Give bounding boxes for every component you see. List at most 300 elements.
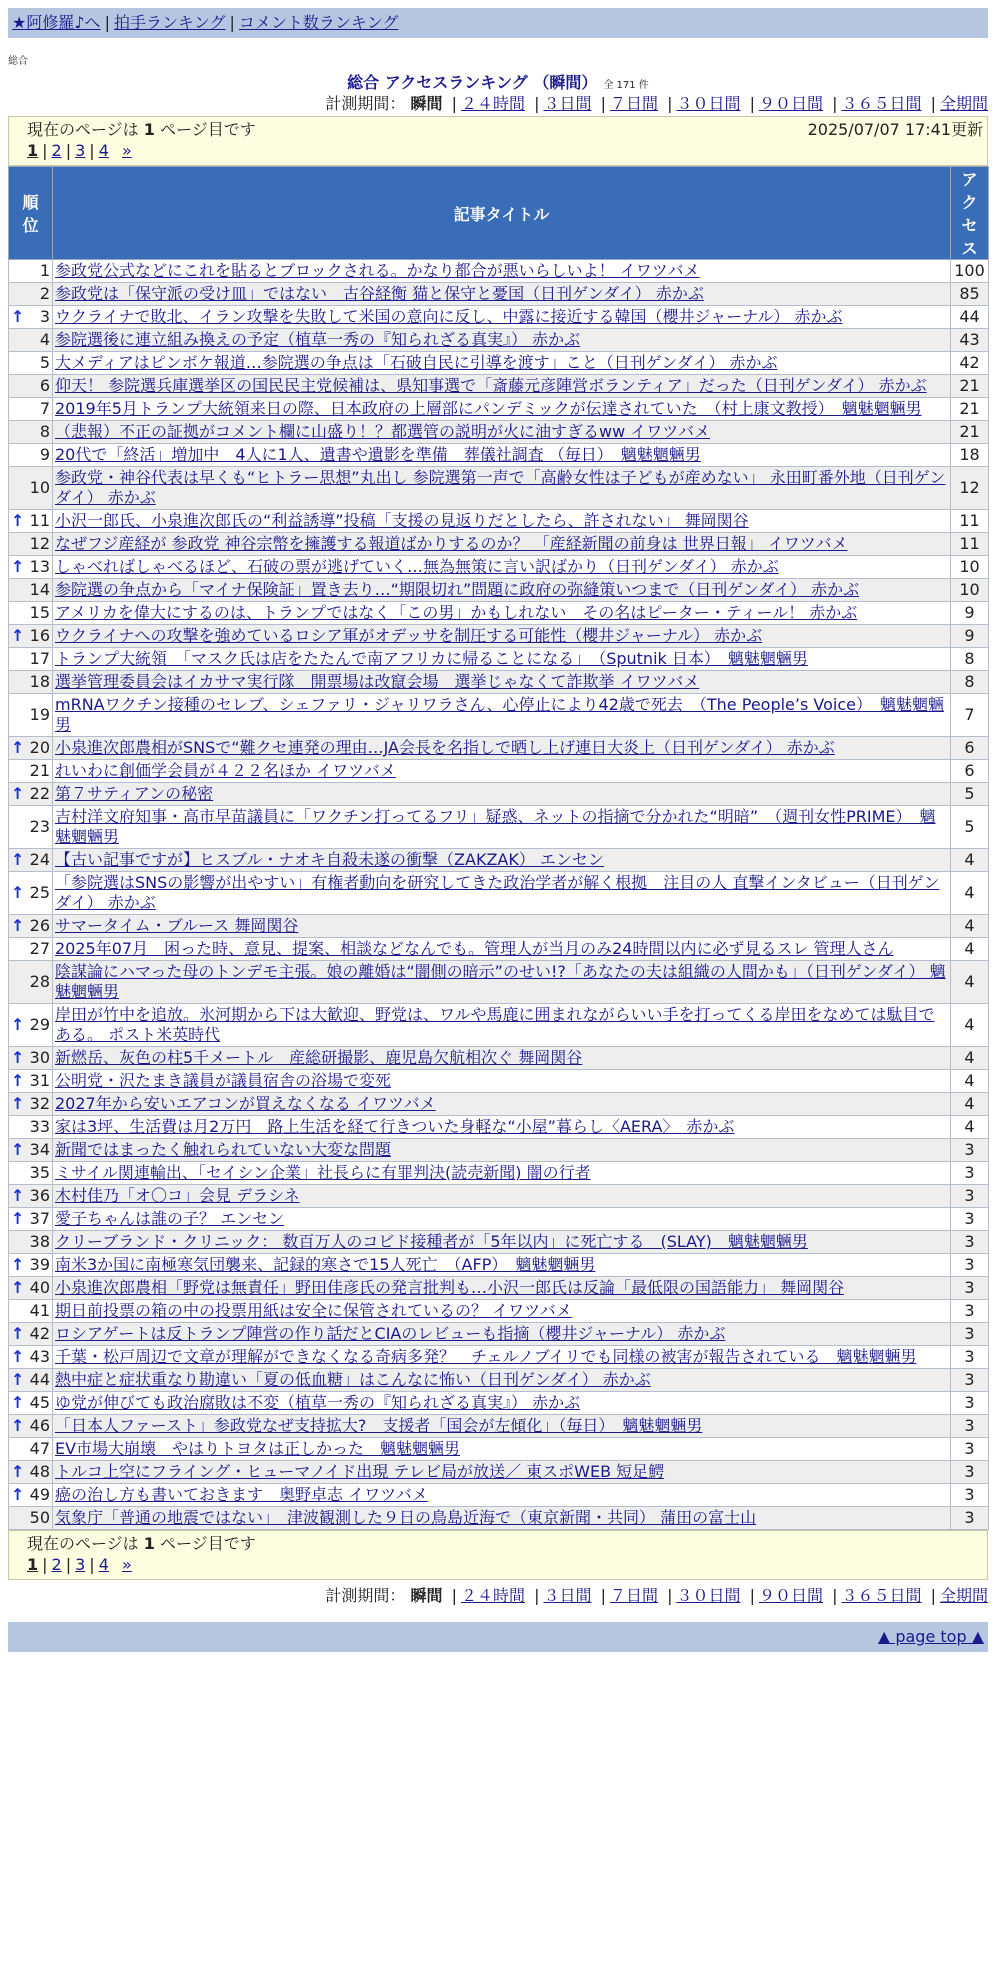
period-link-365d[interactable]: ３６５日間: [841, 1586, 922, 1605]
rank-number: 27: [29, 939, 50, 958]
page-next-link[interactable]: »: [121, 141, 132, 160]
table-row: [9, 556, 989, 579]
rank-number: 46: [29, 1416, 50, 1435]
title-cell: [53, 1093, 951, 1116]
article-title-link[interactable]: ロシアゲートは反トランプ陣営の作り話だとCIAのレビューも指摘（櫻井ジャーナル） 赤かぶ: [55, 1324, 726, 1343]
period-link-24h[interactable]: ２４時間: [460, 1586, 525, 1605]
article-title-link[interactable]: 選挙管理委員会はイカサマ実行隊 開票場は改竄会場 選挙じゃなくて詐欺挙 イワツバメ: [55, 672, 700, 691]
title-cell: [53, 579, 951, 602]
article-title-link[interactable]: 小沢一郎氏、小泉進次郎氏の“利益誘導”投稿「支援の見返りだとしたら、許されない」 舞岡関谷: [55, 511, 749, 530]
rank-cell: [9, 872, 53, 915]
title-cell: [53, 1162, 951, 1185]
article-title-link[interactable]: 愛子ちゃんは誰の子？ エンセン: [55, 1209, 285, 1228]
title-cell: [53, 329, 951, 352]
page-title-text: 総合 アクセスランキング （瞬間）: [347, 73, 598, 92]
access-count: 3: [951, 1369, 989, 1392]
rank-up-arrow-icon: ↑: [11, 1209, 25, 1228]
title-cell: [53, 1231, 951, 1254]
access-count: 21: [951, 375, 989, 398]
rank-up-arrow-icon: ↑: [11, 307, 25, 326]
table-row: [9, 1139, 989, 1162]
rank-number: 48: [29, 1462, 50, 1481]
rank-cell: [9, 938, 53, 961]
rank-up-arrow-icon: ↑: [11, 511, 25, 530]
rank-number: 21: [29, 761, 50, 780]
article-title-link[interactable]: 20代で「終活」増加中 4人に1人、遺書や遺影を準備 葬儀社調査 （毎日） 魑魅魍魎男: [55, 445, 701, 464]
access-count: 21: [951, 398, 989, 421]
ranking-table: [8, 166, 989, 1530]
rank-up-arrow-icon: ↑: [11, 1462, 25, 1481]
article-title-link[interactable]: トルコ上空にフライング・ヒューマノイド出現 テレビ局が放送／ 東スポWEB 短足鰐: [55, 1462, 665, 1481]
table-row: [9, 1277, 989, 1300]
col-header-access: アクセス: [951, 167, 989, 260]
table-row: [9, 1323, 989, 1346]
article-title-link[interactable]: 公明党・沢たまき議員が議員宿舎の浴場で変死: [55, 1071, 392, 1090]
rank-number: 1: [39, 261, 50, 280]
period-link-all[interactable]: 全期間: [939, 94, 988, 113]
page-1-current: 1: [27, 141, 39, 160]
access-count: 10: [951, 579, 989, 602]
page-links: 1 | 2 | 3 | 4 »: [27, 141, 132, 160]
rank-number: 23: [29, 817, 50, 836]
rank-number: 34: [29, 1140, 50, 1159]
rank-number: 14: [29, 580, 50, 599]
rank-number: 25: [29, 883, 50, 902]
article-title-link[interactable]: 2027年から安いエアコンが買えなくなる イワツバメ: [55, 1094, 436, 1113]
table-row: [9, 1162, 989, 1185]
rank-number: 11: [29, 511, 50, 530]
separator: |: [229, 13, 235, 32]
title-cell: [53, 260, 951, 283]
page-1-current: 1: [27, 1555, 39, 1574]
period-link-3d[interactable]: ３日間: [543, 1586, 592, 1605]
title-cell: [53, 806, 951, 849]
rank-up-arrow-icon: ↑: [11, 1140, 25, 1159]
table-row: [9, 510, 989, 533]
article-title-link[interactable]: しゃべればしゃべるほど、石破の票が逃げていく…無為無策に言い訳ばかり（日刊ゲンダイ） 赤かぶ: [55, 557, 779, 576]
article-title-link[interactable]: れいわに創価学会員が４２２名ほか イワツバメ: [55, 761, 396, 780]
rank-cell: [9, 1047, 53, 1070]
rank-cell: [9, 806, 53, 849]
article-title-link[interactable]: ウクライナへの攻撃を強めているロシア軍がオデッサを制圧する可能性（櫻井ジャーナル） 赤かぶ: [55, 626, 763, 645]
access-count: 3: [951, 1484, 989, 1507]
rank-number: 40: [29, 1278, 50, 1297]
table-row: [9, 915, 989, 938]
table-row: [9, 602, 989, 625]
period-link-90d[interactable]: ９０日間: [758, 94, 823, 113]
article-title-link[interactable]: 大メディアはピンボケ報道…参院選の争点は「石破自民に引導を渡す」こと（日刊ゲンダイ） 赤かぶ: [55, 353, 778, 372]
page-link-3[interactable]: 3: [75, 1555, 86, 1574]
table-row: [9, 872, 989, 915]
access-count: 8: [951, 671, 989, 694]
title-cell: [53, 1185, 951, 1208]
rank-cell: [9, 625, 53, 648]
article-title-link[interactable]: 参院選後に連立組み換えの予定（植草一秀の『知られざる真実』） 赤かぶ: [55, 330, 581, 349]
pager-top: [8, 116, 988, 166]
table-row: [9, 1254, 989, 1277]
rank-cell: [9, 1415, 53, 1438]
table-row: [9, 1438, 989, 1461]
period-link-3d[interactable]: ３日間: [543, 94, 592, 113]
rank-cell: [9, 737, 53, 760]
table-row: [9, 533, 989, 556]
access-count: 4: [951, 1093, 989, 1116]
article-title-link[interactable]: ゆ党が伸びても政治腐敗は不変（植草一秀の『知られざる真実』） 赤かぶ: [55, 1393, 581, 1412]
rank-number: 44: [29, 1370, 50, 1389]
rank-number: 18: [29, 672, 50, 691]
rank-number: 20: [29, 738, 50, 757]
rank-up-arrow-icon: ↑: [11, 850, 25, 869]
access-count: 42: [951, 352, 989, 375]
period-link-365d[interactable]: ３６５日間: [841, 94, 922, 113]
access-count: 6: [951, 760, 989, 783]
table-row: [9, 1461, 989, 1484]
title-cell: [53, 283, 951, 306]
rank-cell: [9, 1346, 53, 1369]
title-cell: [53, 1254, 951, 1277]
page-next-link[interactable]: »: [121, 1555, 132, 1574]
pager-bottom: [8, 1530, 988, 1580]
article-title-link[interactable]: 「参院選はSNSの影響が出やすい」有権者動向を研究してきた政治学者が解く根拠 注目の人 直撃インタビュー（日刊ゲンダイ） 赤かぶ: [55, 873, 940, 912]
item-count: 全 171 件: [603, 80, 649, 91]
access-count: 11: [951, 510, 989, 533]
rank-number: 16: [29, 626, 50, 645]
article-title-link[interactable]: EV市場大崩壊 やはりトヨタは正しかった 魑魅魍魎男: [55, 1439, 461, 1458]
rank-cell: [9, 694, 53, 737]
rank-number: 8: [39, 422, 50, 441]
access-count: 4: [951, 915, 989, 938]
separator: |: [104, 13, 110, 32]
article-title-link[interactable]: 小泉進次郎農相「野党は無責任」野田佳彦氏の発言批判も…小沢一郎氏は反論「最低限の国語能力」 舞岡関谷: [55, 1278, 845, 1297]
rank-up-arrow-icon: ↑: [11, 1393, 25, 1412]
col-header-title: 記事タイトル: [53, 167, 951, 260]
rank-up-arrow-icon: ↑: [11, 1324, 25, 1343]
title-cell: [53, 1323, 951, 1346]
rank-number: 47: [29, 1439, 50, 1458]
table-row: [9, 375, 989, 398]
table-row: [9, 352, 989, 375]
article-title-link[interactable]: なぜフジ産経が 参政党 神谷宗幣を擁護する報道ばかりするのか？ 「産経新聞の前身は 世界日報」 イワツバメ: [55, 534, 848, 553]
page-info-number: 1: [143, 120, 155, 139]
table-row: [9, 260, 989, 283]
access-count: 3: [951, 1438, 989, 1461]
article-title-link[interactable]: 木村佳乃「オ〇コ」会見 デラシネ: [55, 1186, 300, 1205]
rank-cell: [9, 915, 53, 938]
table-row: [9, 625, 989, 648]
article-title-link[interactable]: 岸田が竹中を追放。氷河期から下は大歓迎、野党は、ワルや馬鹿に囲まれながらいい手を打ってくる岸田をなめては駄目である。 ポスト米英時代: [55, 1005, 935, 1044]
article-title-link[interactable]: 参政党・神谷代表は早くも“ヒトラー思想”丸出し 参院選第一声で「高齢女性は子どもが産めない」 永田町番外地（日刊ゲンダイ） 赤かぶ: [55, 468, 946, 507]
rank-cell: [9, 1369, 53, 1392]
table-row: [9, 1369, 989, 1392]
page-info-prefix: 現在のページは: [27, 1534, 144, 1553]
period-current: 瞬間: [410, 1586, 443, 1605]
clap-ranking-link[interactable]: 拍手ランキング: [113, 13, 226, 32]
rank-number: 6: [39, 376, 50, 395]
access-count: 4: [951, 1116, 989, 1139]
access-count: 9: [951, 625, 989, 648]
access-count: 4: [951, 1004, 989, 1047]
article-title-link[interactable]: 参院選の争点から「マイナ保険証」置き去り…“期限切れ”問題に政府の弥縫策いつまで（日刊ゲンダイ） 赤かぶ: [55, 580, 860, 599]
access-count: 21: [951, 421, 989, 444]
article-title-link[interactable]: アメリカを偉大にするのは、トランプではなく「この男」かもしれない その名はピーター・ティール！ 赤かぶ: [55, 603, 858, 622]
rank-up-arrow-icon: ↑: [11, 916, 25, 935]
article-title-link[interactable]: 「日本人ファースト」参政党なぜ支持拡大? 支援者「国会が左傾化」（毎日） 魑魅魍魎男: [55, 1416, 703, 1435]
table-row: [9, 694, 989, 737]
rank-number: 4: [39, 330, 50, 349]
title-cell: [53, 533, 951, 556]
title-cell: [53, 872, 951, 915]
page-link-4[interactable]: 4: [98, 1555, 109, 1574]
rank-up-arrow-icon: ↑: [11, 1416, 25, 1435]
article-title-link[interactable]: トランプ大統領 「マスク氏は店をたたんで南アフリカに帰ることになる」 （Sputnik 日本） 魑魅魍魎男: [55, 649, 808, 668]
title-cell: [53, 1208, 951, 1231]
access-count: 6: [951, 737, 989, 760]
article-title-link[interactable]: 小泉進次郎農相がSNSで“難クセ連発の理由…JA会長を名指しで晒し上げ連日大炎上（日刊ゲンダイ） 赤かぶ: [55, 738, 835, 757]
article-title-link[interactable]: 第７サティアンの秘密: [55, 784, 214, 803]
table-row: [9, 1346, 989, 1369]
page-info-suffix: ページ目です: [154, 1534, 256, 1553]
article-title-link[interactable]: 南米3か国に南極寒気団襲来、記録的寒さで15人死亡 （AFP） 魑魅魍魎男: [55, 1255, 596, 1274]
article-title-link[interactable]: mRNAワクチン接種のセレブ、シェファリ・ジャリワラさん、心停止により42歳で死去 （The People’s Voice） 魑魅魍魎男: [55, 695, 944, 734]
article-title-link[interactable]: サマータイム・ブルース 舞岡関谷: [55, 916, 299, 935]
ranking-rows: [9, 260, 989, 1530]
title-cell: [53, 915, 951, 938]
table-row: [9, 938, 989, 961]
article-title-link[interactable]: 陰謀論にハマった母のトンデモ主張。娘の離婚は“闇側の暗示”のせい!?「あなたの夫は組織の人間かも」（日刊ゲンダイ） 魑魅魍魎男: [55, 962, 946, 1001]
article-title-link[interactable]: （悲報）不正の証拠がコメント欄に山盛り！？都選管の説明が火に油すぎるww イワツバメ: [55, 422, 710, 441]
table-row: [9, 648, 989, 671]
rank-number: 9: [39, 445, 50, 464]
rank-cell: [9, 1300, 53, 1323]
rank-cell: [9, 421, 53, 444]
rank-cell: [9, 1461, 53, 1484]
access-count: 43: [951, 329, 989, 352]
rank-cell: [9, 602, 53, 625]
title-cell: [53, 1461, 951, 1484]
article-title-link[interactable]: 気象庁「普通の地震ではない」 津波観測した９日の鳥島近海で（東京新聞・共同） 蒲田の富士山: [55, 1508, 757, 1527]
table-row: [9, 1093, 989, 1116]
period-selector-bottom: 計測期間： 瞬間 | ２４時間 | ３日間 | ７日間 | ３０日間 | ９０日間 | ３６５日間 | 全期間: [325, 1586, 988, 1605]
period-link-all[interactable]: 全期間: [939, 1586, 988, 1605]
article-title-link[interactable]: 2019年5月トランプ大統領来日の際、日本政府の上層部にパンデミックが伝達されていた （村上康文教授） 魑魅魍魎男: [55, 399, 922, 418]
rank-cell: [9, 398, 53, 421]
rank-number: 32: [29, 1094, 50, 1113]
table-row: [9, 421, 989, 444]
access-count: 85: [951, 283, 989, 306]
title-cell: [53, 737, 951, 760]
title-cell: [53, 760, 951, 783]
access-count: 7: [951, 694, 989, 737]
access-count: 8: [951, 648, 989, 671]
title-cell: [53, 421, 951, 444]
title-cell: [53, 1277, 951, 1300]
rank-up-arrow-icon: ↑: [11, 1485, 25, 1504]
rank-number: 19: [29, 705, 50, 724]
table-row: [9, 579, 989, 602]
table-row: [9, 1208, 989, 1231]
period-link-30d[interactable]: ３０日間: [676, 1586, 741, 1605]
rank-up-arrow-icon: ↑: [11, 1278, 25, 1297]
title-cell: [53, 1070, 951, 1093]
article-title-link[interactable]: 家は3坪、生活費は月2万円 路上生活を経て行きついた身軽な“小屋”暮らし〈AERA〉 赤かぶ: [55, 1117, 735, 1136]
table-row: [9, 306, 989, 329]
title-cell: [53, 556, 951, 579]
access-count: 3: [951, 1231, 989, 1254]
access-count: 3: [951, 1254, 989, 1277]
article-title-link[interactable]: 新燃岳、灰色の柱5千メートル 産総研撮影、鹿児島欠航相次ぐ 舞岡関谷: [55, 1048, 583, 1067]
access-count: 3: [951, 1277, 989, 1300]
article-title-link[interactable]: ミサイル関連輸出、「セイシン企業」社長らに有罪判決(読売新聞) 闇の行者: [55, 1163, 591, 1182]
rank-cell: [9, 1139, 53, 1162]
rank-cell: [9, 556, 53, 579]
page-link-2[interactable]: 2: [51, 1555, 62, 1574]
rank-number: 33: [29, 1117, 50, 1136]
title-cell: [53, 306, 951, 329]
page-title: [8, 70, 988, 92]
access-count: 9: [951, 602, 989, 625]
table-row: [9, 398, 989, 421]
table-row: [9, 1392, 989, 1415]
rank-cell: [9, 579, 53, 602]
access-count: 3: [951, 1346, 989, 1369]
access-count: 4: [951, 961, 989, 1004]
access-count: 12: [951, 467, 989, 510]
article-title-link[interactable]: 参政党は「保守派の受け皿」ではない 古谷経衡 猫と保守と憂国（日刊ゲンダイ） 赤かぶ: [55, 284, 704, 303]
rank-up-arrow-icon: ↑: [11, 1186, 25, 1205]
rank-cell: [9, 1208, 53, 1231]
rank-number: 49: [29, 1485, 50, 1504]
title-cell: [53, 1415, 951, 1438]
article-title-link[interactable]: 2025年07月 困った時、意見、提案、相談などなんでも。管理人が当月のみ24時間以内に必ず見るスレ 管理人さん: [55, 939, 894, 958]
rank-cell: [9, 1231, 53, 1254]
current-page-info-bottom: [27, 1533, 983, 1555]
table-row: [9, 961, 989, 1004]
period-current: 瞬間: [410, 94, 443, 113]
rank-up-arrow-icon: ↑: [11, 1347, 25, 1366]
rank-up-arrow-icon: ↑: [11, 1071, 25, 1090]
rank-cell: [9, 375, 53, 398]
rank-cell: [9, 1070, 53, 1093]
period-link-7d[interactable]: ７日間: [609, 94, 658, 113]
article-title-link[interactable]: 期日前投票の箱の中の投票用紙は安全に保管されているの？ イワツバメ: [55, 1301, 572, 1320]
access-count: 44: [951, 306, 989, 329]
rank-number: 24: [29, 850, 50, 869]
article-title-link[interactable]: 参政党公式などにこれを貼るとブロックされる。かなり都合が悪いらしいよ！ イワツバメ: [55, 261, 700, 280]
rank-number: 10: [29, 478, 50, 497]
access-count: 18: [951, 444, 989, 467]
title-cell: [53, 398, 951, 421]
rank-cell: [9, 510, 53, 533]
footer-bar: [8, 1622, 988, 1652]
title-cell: [53, 1139, 951, 1162]
article-title-link[interactable]: ウクライナで敗北、イラン攻撃を失敗して米国の意向に反し、中露に接近する韓国（櫻井ジャーナル） 赤かぶ: [55, 307, 843, 326]
rank-number: 5: [39, 353, 50, 372]
rank-up-arrow-icon: ↑: [11, 1048, 25, 1067]
article-title-link[interactable]: 仰天！ 参院選兵庫選挙区の国民民主党候補は、県知事選で「斎藤元彦陣営ボランティア」だった（日刊ゲンダイ） 赤かぶ: [55, 376, 927, 395]
rank-up-arrow-icon: ↑: [11, 1255, 25, 1274]
rank-cell: [9, 1438, 53, 1461]
period-label: 計測期間：: [325, 1586, 406, 1605]
table-row: [9, 329, 989, 352]
article-title-link[interactable]: 吉村洋文府知事・高市早苗議員に「ワクチン打ってるフリ」疑惑、ネットの指摘で分かれた“明暗” （週刊女性PRIME） 魑魅魍魎男: [55, 807, 936, 846]
rank-cell: [9, 444, 53, 467]
title-cell: [53, 1004, 951, 1047]
access-count: 11: [951, 533, 989, 556]
rank-cell: [9, 533, 53, 556]
article-title-link[interactable]: 熱中症と症状重なり勘違い「夏の低血糖」はこんなに怖い（日刊ゲンダイ） 赤かぶ: [55, 1370, 651, 1389]
page-link-3[interactable]: 3: [75, 141, 86, 160]
access-count: 3: [951, 1415, 989, 1438]
rank-cell: [9, 849, 53, 872]
table-row: [9, 1484, 989, 1507]
title-cell: [53, 694, 951, 737]
rank-up-arrow-icon: ↑: [11, 883, 25, 902]
period-link-30d[interactable]: ３０日間: [676, 94, 741, 113]
table-row: [9, 783, 989, 806]
table-row: [9, 1231, 989, 1254]
rank-number: 12: [29, 534, 50, 553]
rank-number: 3: [39, 307, 50, 326]
article-title-link[interactable]: 新聞ではまったく触れられていない大変な問題: [55, 1140, 392, 1159]
table-row: [9, 737, 989, 760]
title-cell: [53, 671, 951, 694]
rank-up-arrow-icon: ↑: [11, 557, 25, 576]
rank-number: 2: [39, 284, 50, 303]
title-cell: [53, 783, 951, 806]
title-cell: [53, 961, 951, 1004]
rank-number: 38: [29, 1232, 50, 1251]
rank-cell: [9, 648, 53, 671]
rank-up-arrow-icon: ↑: [11, 1370, 25, 1389]
home-link[interactable]: ★阿修羅♪へ: [12, 13, 101, 32]
title-cell: [53, 1047, 951, 1070]
access-count: 3: [951, 1139, 989, 1162]
rank-up-arrow-icon: ↑: [11, 784, 25, 803]
table-row: [9, 671, 989, 694]
title-cell: [53, 1300, 951, 1323]
rank-cell: [9, 1004, 53, 1047]
updated-time: 2025/07/07 17:41更新: [807, 120, 983, 139]
article-title-link[interactable]: 【古い記事ですが】ヒスブル・ナオキ自殺未遂の衝撃（ZAKZAK） エンセン: [55, 850, 604, 869]
page-link-4[interactable]: 4: [98, 141, 109, 160]
page-top-link[interactable]: ▲ page top ▲: [877, 1627, 984, 1646]
access-count: 3: [951, 1392, 989, 1415]
title-cell: [53, 1392, 951, 1415]
period-link-90d[interactable]: ９０日間: [758, 1586, 823, 1605]
period-link-7d[interactable]: ７日間: [609, 1586, 658, 1605]
rank-number: 13: [29, 557, 50, 576]
rank-number: 31: [29, 1071, 50, 1090]
period-link-24h[interactable]: ２４時間: [460, 94, 525, 113]
rank-number: 17: [29, 649, 50, 668]
rank-number: 28: [29, 972, 50, 991]
table-row: [9, 1116, 989, 1139]
access-count: 3: [951, 1507, 989, 1530]
access-count: 3: [951, 1185, 989, 1208]
article-title-link[interactable]: 癌の治し方も書いておきます 奥野卓志 イワツバメ: [55, 1485, 428, 1504]
title-cell: [53, 375, 951, 398]
access-count: 4: [951, 872, 989, 915]
article-title-link[interactable]: クリーブランド・クリニック： 数百万人のコビド接種者が「5年以内」に死亡する (SLAY) 魑魅魍魎男: [55, 1232, 808, 1251]
rank-cell: [9, 352, 53, 375]
rank-cell: [9, 961, 53, 1004]
page-link-2[interactable]: 2: [51, 141, 62, 160]
comment-ranking-link[interactable]: コメント数ランキング: [238, 13, 399, 32]
table-row: [9, 1047, 989, 1070]
article-title-link[interactable]: 千葉・松戸周辺で文章が理解ができなくなる奇病多発？ チェルノブイリでも同様の被害が報告されている 魑魅魍魎男: [55, 1347, 917, 1366]
table-row: [9, 444, 989, 467]
rank-cell: [9, 1323, 53, 1346]
